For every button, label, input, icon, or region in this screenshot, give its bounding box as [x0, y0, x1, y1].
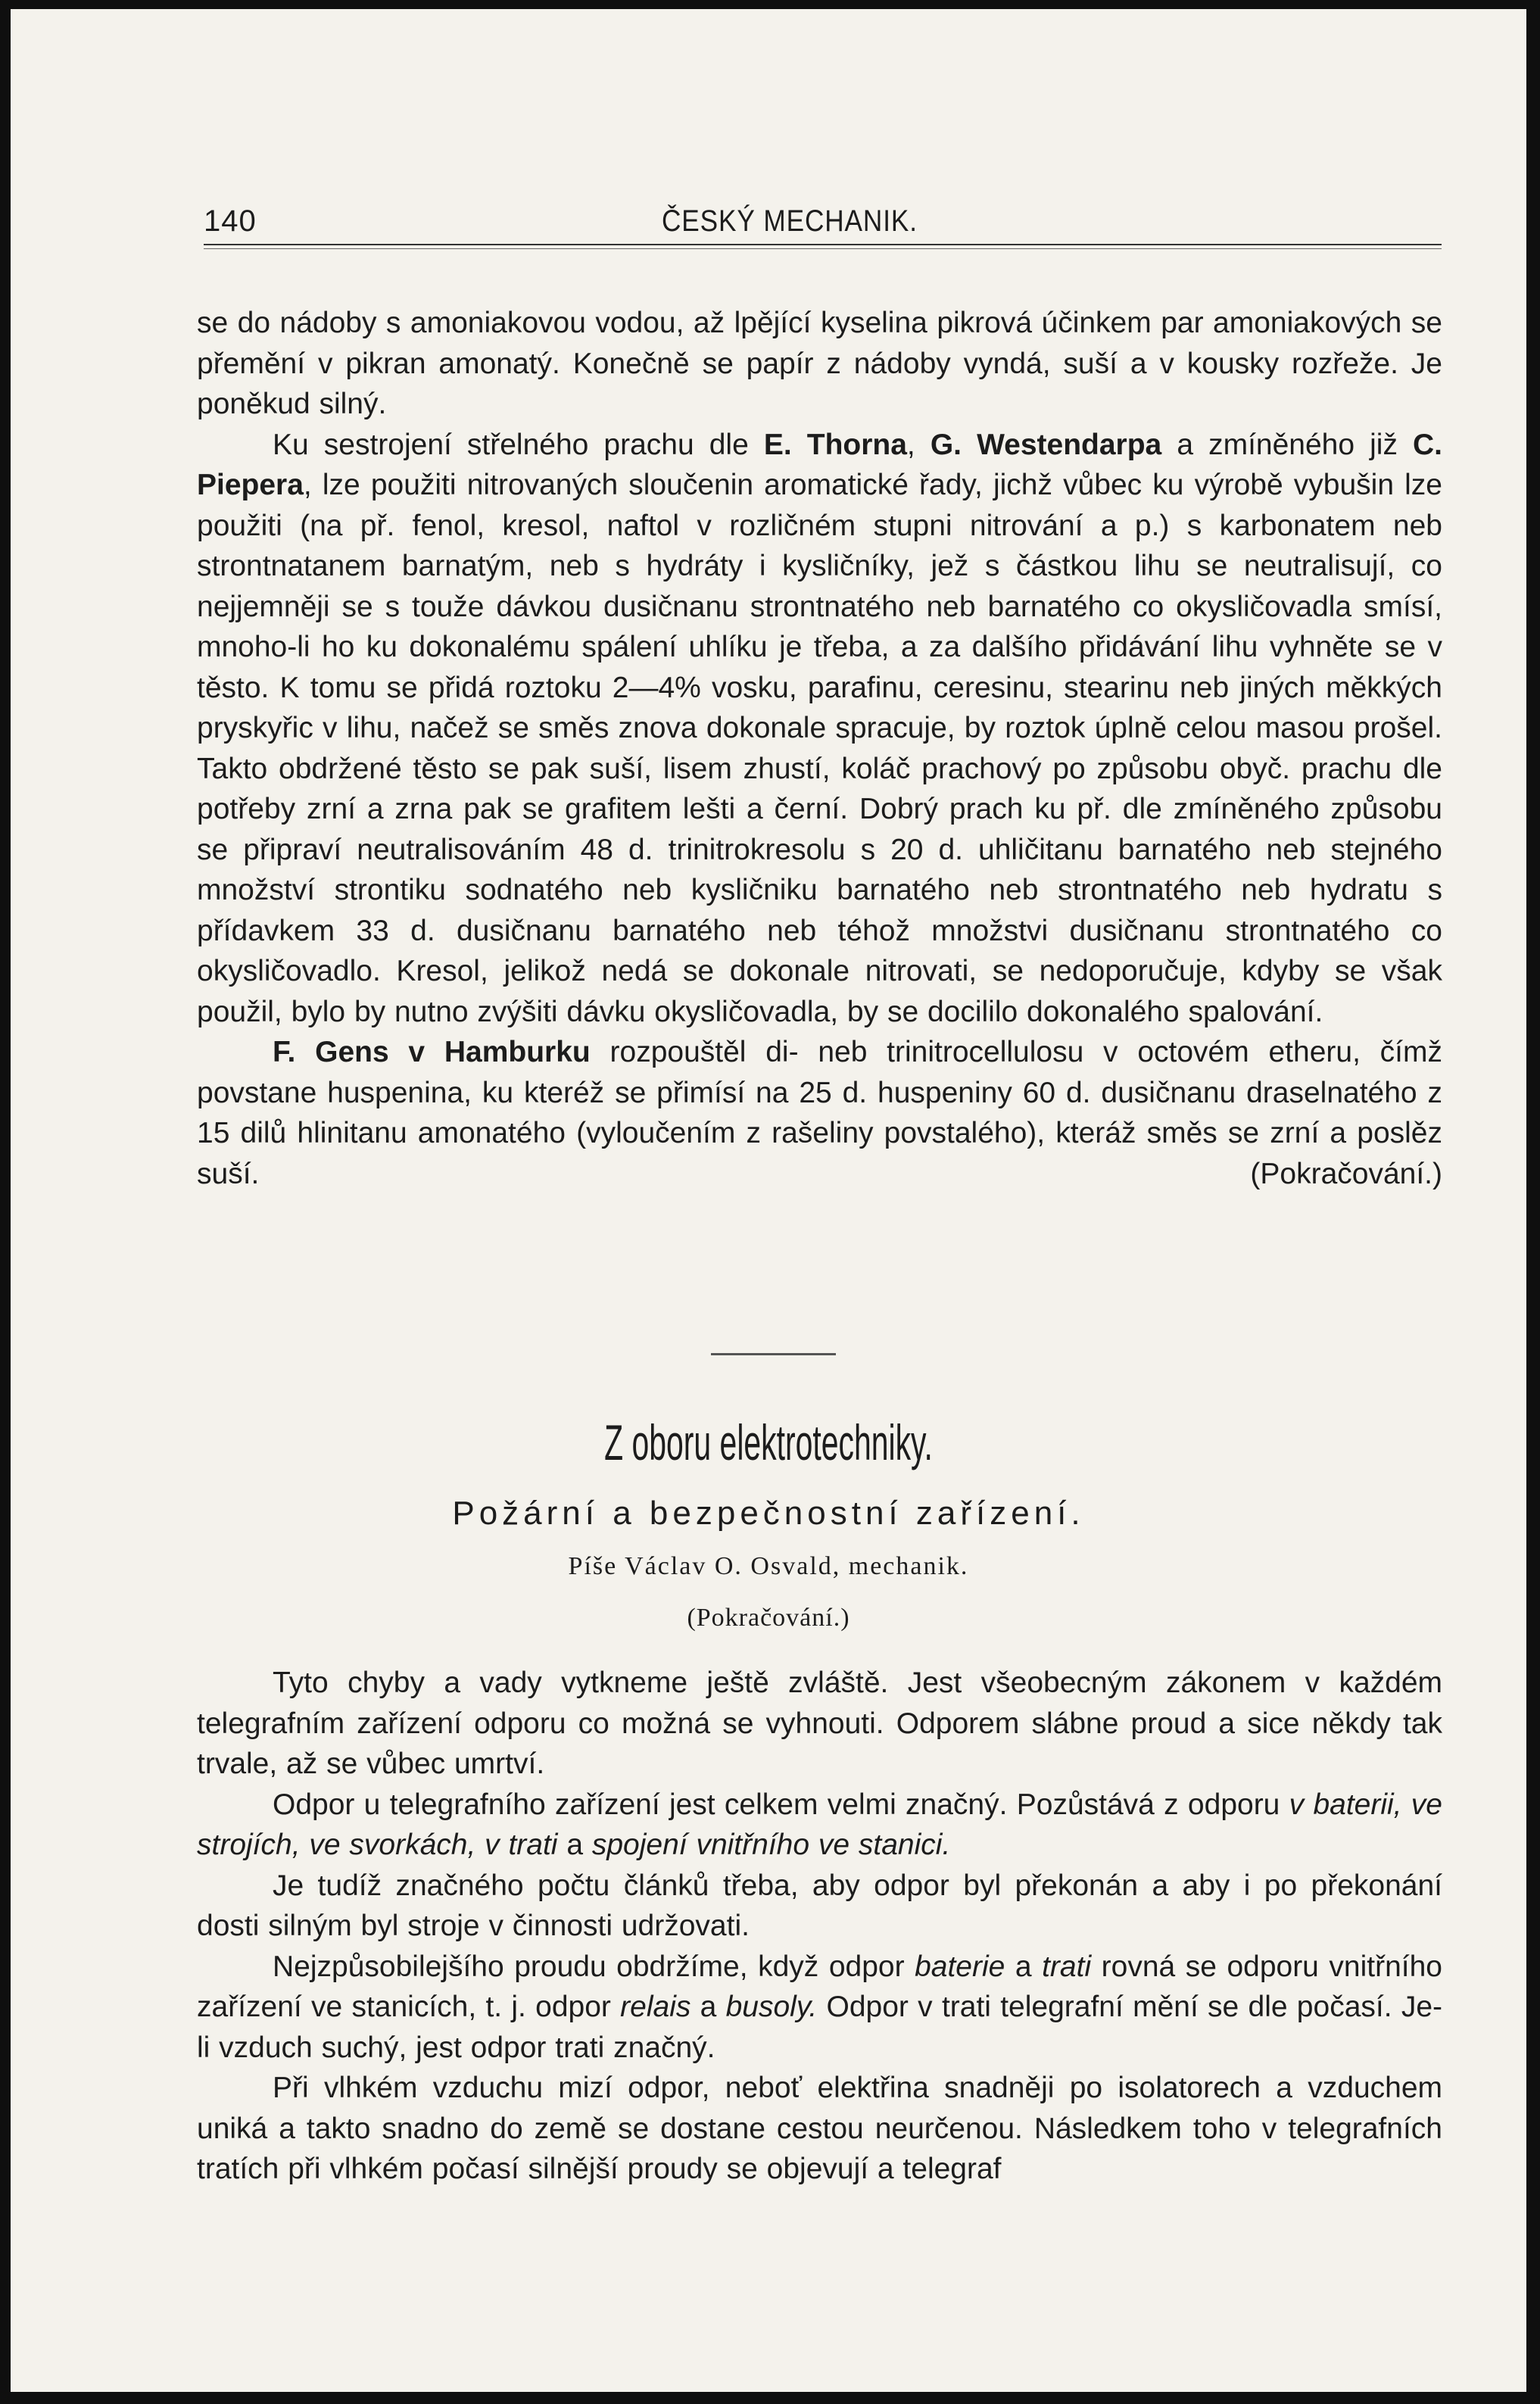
- header-rule: [204, 244, 1442, 245]
- paragraph: Odpor u telegrafního zařízení jest celkem velmi značný. Pozůstává z odporu v baterii, ve strojích, ve svorkách, v trati a spojení vnitřního ve stanici.: [197, 1788, 1442, 1861]
- continued-label: (Pokračování.): [687, 1604, 850, 1632]
- author-line: Píše Václav O. Osvald, mechanik.: [568, 1552, 969, 1580]
- page-number: 140: [204, 204, 257, 238]
- article-continuation: [197, 303, 1442, 1194]
- name-pieper: C. Piepera: [197, 428, 1443, 501]
- section-title: Z oboru elektrotechniky.: [604, 1414, 933, 1470]
- continued-note: (Pokračování.): [1250, 1157, 1442, 1190]
- paragraph: Je tudíž značného počtu článků třeba, aby odpor byl překonán a aby i po překonání dosti silným byl stroje v činnosti udržovati.: [197, 1869, 1442, 1942]
- article-title: Požární a bezpečnostní zařízení.: [452, 1495, 1085, 1532]
- article-body: [197, 1663, 1442, 2190]
- running-head-title: ČESKÝ MECHANIK.: [662, 204, 918, 238]
- name-gens: F. Gens v Hamburku: [273, 1036, 591, 1068]
- name-westendarp: G. Westendarpa: [930, 428, 1162, 461]
- paragraph: Ku sestrojení střelného prachu dle E. Thorna, G. Westendarpa a zmíněného již C. Piepera, lze použiti nitrovaných sloučenin aromatické řady, jichž vůbec ku výrobě vybušin lze použiti (na př. fenol, kresol, naftol v rozličném stupni nitrování a p.) s karbonatem neb strontnatanem barnatým, neb s hydráty i kysličníky, jež s částkou lihu se neutralisují, co nejjemněji se s touže dávkou dusičnanu strontnatého neb barnatého co okysličovadla smísí, mnoho-li ho ku dokonalému spálení uhlíku je třeba, a za dalšího přidávání lihu vyhněte se v těsto. K tomu se přidá roztoku 2—4% vosku, parafinu, ceresinu, stearinu neb jiných měkkých pryskyřic v lihu, načež se směs znova dokonale spracuje, by roztok úplně celou masou prošel. Takto obdržené těsto se pak suší, lisem zhustí, koláč prachový po způsobu obyč. prachu dle potřeby zrní a zrna pak se grafitem lešti a černí. Dobrý prach ku př. dle zmíněného způsobu se připraví neutralisováním 48 d. trinitrokresolu s 20 d. uhličitanu barnatého neb stejného množství strontiku sodnatého neb kysličniku barnatého neb strontnatého neb hydratu s přídavkem 33 d. dusičnanu barnatého neb téhož množstvi dusičnanu strontnatého co okysličovadlo. Kresol, jelikož nedá se dokonale nitrovati, se nedoporučuje, kdyby se však použil, bylo by nutno zvýšiti dávku okysličovadla, by se docililo dokonalého spalování.: [197, 428, 1443, 1028]
- paragraph: Při vlhkém vzduchu mizí odpor, neboť elektřina snadněji po isolatorech a vzduchem uniká a takto snadno do země se dostane cestou neurčenou. Následkem toho v telegrafních tratích při vlhkém počasí silnější proudy se objevují a telegraf: [197, 2072, 1442, 2185]
- section-divider: [711, 1353, 836, 1355]
- paragraph: F. Gens v Hamburku rozpouštěl di- neb trinitrocellulosu v octovém etheru, čímž povstane huspenina, ku kteréž se přimísí na 25 d. huspeniny 60 d. dusičnanu draselnatého z 15 dilů hlinitanu amonatého (vyloučením z rašeliny povstalého), kteráž směs se zrní a poslěz suší. (Pokračování.): [197, 1032, 1442, 1194]
- header-rule-thin: [204, 248, 1442, 249]
- paragraph: se do nádoby s amoniakovou vodou, až lpějící kyselina pikrová účinkem par amoniakových se přemění v pikran amonatý. Konečně se papír z nádoby vyndá, suší a v kousky rozřeže. Je poněkud silný.: [197, 307, 1442, 420]
- paragraph: Nejzpůsobilejšího proudu obdržíme, když odpor baterie a trati rovná se odporu vnitřního zařízení ve stanicích, t. j. odpor relais a busoly. Odpor v trati telegrafní mění se dle počasí. Je-li vzduch suchý, jest odpor trati značný.: [197, 1950, 1442, 2064]
- name-thorn: E. Thorna: [763, 428, 907, 461]
- paragraph: Tyto chyby a vady vytkneme ještě zvláště. Jest všeobecným zákonem v každém telegrafním zařízení odporu co možná se vyhnouti. Odporem slábne proud a sice někdy tak trvale, až se vůbec umrtví.: [197, 1667, 1442, 1780]
- page: [11, 9, 1526, 2392]
